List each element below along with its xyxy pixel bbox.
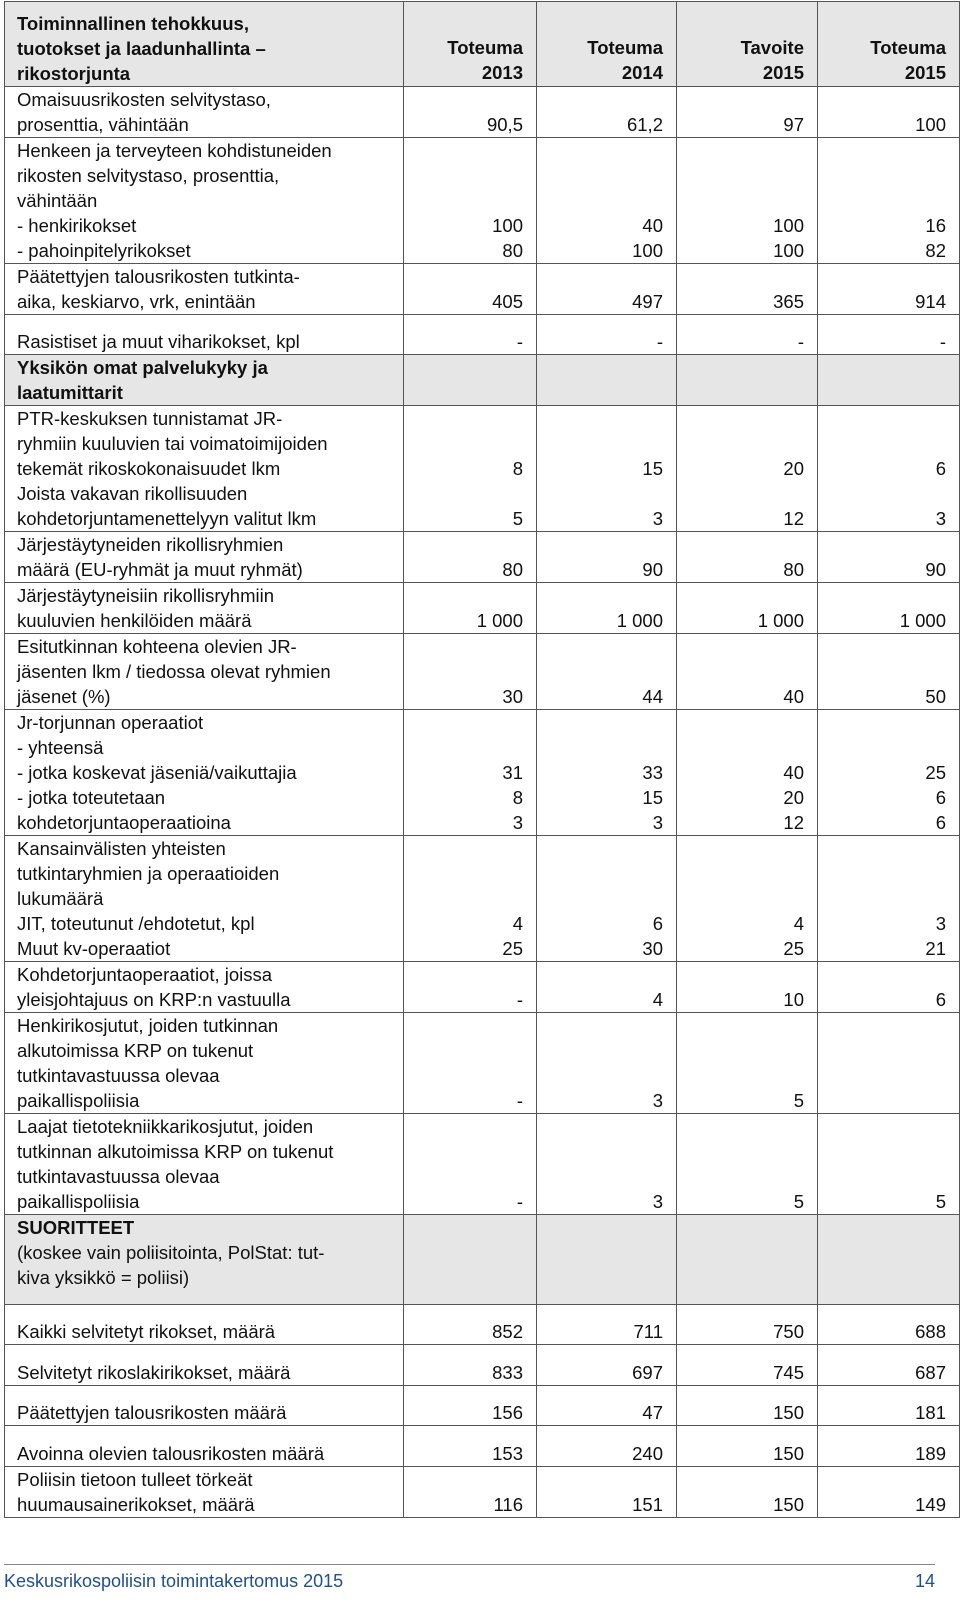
- row-value-col-1: 90,5: [404, 87, 537, 138]
- row-value-col-4: 25 6 6: [818, 710, 960, 836]
- row-label: Henkeen ja terveyteen kohdistuneiden rikosten selvitystaso, prosenttia, vähintään - henkirikokset - pahoinpitelyrikokset: [5, 138, 404, 264]
- table-row: [5, 634, 960, 710]
- table-row: [5, 1426, 960, 1467]
- row-label: Järjestäytyneiden rikollisryhmien määrä (EU-ryhmät ja muut ryhmät): [5, 532, 404, 583]
- table-row: [5, 315, 960, 355]
- row-value-col-3: 5: [677, 1013, 818, 1114]
- row-value-col-2: [537, 355, 677, 406]
- row-value-col-1: 4 25: [404, 836, 537, 962]
- row-label: Poliisin tietoon tulleet törkeät huumausainerikokset, määrä: [5, 1467, 404, 1518]
- row-value-col-3: 5: [677, 1114, 818, 1215]
- row-value-col-2: 47: [537, 1386, 677, 1426]
- page-footer: [4, 1564, 935, 1591]
- row-value-col-4: 6: [818, 962, 960, 1013]
- row-value-col-3: 97: [677, 87, 818, 138]
- row-value-col-2: 44: [537, 634, 677, 710]
- row-value-col-4: 688: [818, 1305, 960, 1345]
- header-col-toteuma-2015: Toteuma 2015: [818, 2, 960, 87]
- table-row: [5, 1386, 960, 1426]
- row-label: Päätettyjen talousrikosten määrä: [5, 1386, 404, 1426]
- row-value-col-2: 3: [537, 1013, 677, 1114]
- row-value-col-1: [404, 1215, 537, 1305]
- row-label: Järjestäytyneisiin rikollisryhmiin kuuluvien henkilöiden määrä: [5, 583, 404, 634]
- row-value-col-4: 3 21: [818, 836, 960, 962]
- row-value-col-2: -: [537, 315, 677, 355]
- table-row: [5, 710, 960, 836]
- row-value-col-1: 116: [404, 1467, 537, 1518]
- row-label: PTR-keskuksen tunnistamat JR- ryhmiin kuuluvien tai voimatoimijoiden tekemät rikoskokonaisuudet lkm Joista vakavan rikollisuuden kohdetorjuntamenettelyyn valitut lkm: [5, 406, 404, 532]
- row-value-col-3: [677, 355, 818, 406]
- row-value-col-1: -: [404, 1013, 537, 1114]
- row-value-col-4: 914: [818, 264, 960, 315]
- header-col-toteuma-2013: Toteuma 2013: [404, 2, 537, 87]
- row-value-col-2: 697: [537, 1345, 677, 1386]
- table-row: [5, 264, 960, 315]
- table-row: [5, 1345, 960, 1386]
- row-label: Omaisuusrikosten selvitystaso, prosenttia, vähintään: [5, 87, 404, 138]
- row-value-col-1: 100 80: [404, 138, 537, 264]
- header-label: Toiminnallinen tehokkuus, tuotokset ja laadunhallinta – rikostorjunta: [5, 2, 404, 87]
- row-label: Esitutkinnan kohteena olevien JR- jäsenten lkm / tiedossa olevat ryhmien jäsenet (%): [5, 634, 404, 710]
- row-value-col-4: [818, 1013, 960, 1114]
- row-value-col-3: 10: [677, 962, 818, 1013]
- row-label: Henkirikosjutut, joiden tutkinnan alkutoimissa KRP on tukenut tutkintavastuussa olevaa paikallispoliisia: [5, 1013, 404, 1114]
- row-value-col-1: 31 8 3: [404, 710, 537, 836]
- row-value-col-4: 149: [818, 1467, 960, 1518]
- row-value-col-3: 750: [677, 1305, 818, 1345]
- row-label: Rasistiset ja muut viharikokset, kpl: [5, 315, 404, 355]
- row-value-col-4: 16 82: [818, 138, 960, 264]
- table-row: [5, 406, 960, 532]
- row-value-col-3: 745: [677, 1345, 818, 1386]
- row-value-col-1: 405: [404, 264, 537, 315]
- table-row: [5, 836, 960, 962]
- row-value-col-2: 6 30: [537, 836, 677, 962]
- row-value-col-3: [677, 1215, 818, 1305]
- row-value-col-2: 240: [537, 1426, 677, 1467]
- row-label: Laajat tietotekniikkarikosjutut, joiden tutkinnan alkutoimissa KRP on tukenut tutkintavastuussa olevaa paikallispoliisia: [5, 1114, 404, 1215]
- table-row: [5, 583, 960, 634]
- row-value-col-3: 100 100: [677, 138, 818, 264]
- row-value-col-1: 30: [404, 634, 537, 710]
- row-value-col-1: 833: [404, 1345, 537, 1386]
- row-value-col-4: 6 3: [818, 406, 960, 532]
- row-value-col-1: 156: [404, 1386, 537, 1426]
- row-value-col-4: [818, 355, 960, 406]
- row-value-col-2: 33 15 3: [537, 710, 677, 836]
- row-value-col-1: -: [404, 1114, 537, 1215]
- table-row: [5, 1114, 960, 1215]
- table-row: [5, 1467, 960, 1518]
- row-value-col-3: 150: [677, 1386, 818, 1426]
- row-value-col-3: 150: [677, 1426, 818, 1467]
- row-label: Yksikön omat palvelukyky ja laatumittarit: [5, 355, 404, 406]
- row-value-col-1: 8 5: [404, 406, 537, 532]
- page-number: 14: [914, 1571, 935, 1591]
- row-value-col-4: 50: [818, 634, 960, 710]
- indicator-table: [4, 1, 960, 1518]
- section-subtitle: (koskee vain poliisitointa, PolStat: tut- kiva yksikkö = poliisi): [17, 1242, 325, 1288]
- row-label: Kaikki selvitetyt rikokset, määrä: [5, 1305, 404, 1345]
- row-value-col-2: 497: [537, 264, 677, 315]
- table-row: [5, 532, 960, 583]
- row-value-col-1: 852: [404, 1305, 537, 1345]
- table-row: [5, 962, 960, 1013]
- row-value-col-3: 4 25: [677, 836, 818, 962]
- row-value-col-3: 365: [677, 264, 818, 315]
- row-value-col-1: [404, 355, 537, 406]
- row-label: Avoinna olevien talousrikosten määrä: [5, 1426, 404, 1467]
- row-value-col-2: 4: [537, 962, 677, 1013]
- row-value-col-4: [818, 1215, 960, 1305]
- row-value-col-2: 711: [537, 1305, 677, 1345]
- header-col-toteuma-2014: Toteuma 2014: [537, 2, 677, 87]
- row-label: [5, 1215, 404, 1305]
- row-value-col-4: 181: [818, 1386, 960, 1426]
- table-row: [5, 1305, 960, 1345]
- row-value-col-2: 151: [537, 1467, 677, 1518]
- row-value-col-3: 80: [677, 532, 818, 583]
- row-value-col-1: 1 000: [404, 583, 537, 634]
- row-value-col-1: -: [404, 315, 537, 355]
- row-value-col-4: 100: [818, 87, 960, 138]
- table-row: [5, 87, 960, 138]
- table-row: [5, 1013, 960, 1114]
- footer-title: Keskusrikospoliisin toimintakertomus 2015: [4, 1571, 344, 1591]
- row-value-col-1: 153: [404, 1426, 537, 1467]
- row-value-col-2: 3: [537, 1114, 677, 1215]
- table-row: [5, 138, 960, 264]
- row-value-col-4: 5: [818, 1114, 960, 1215]
- row-value-col-4: 1 000: [818, 583, 960, 634]
- row-label: Kohdetorjuntaoperaatiot, joissa yleisjohtajuus on KRP:n vastuulla: [5, 962, 404, 1013]
- section-row: [5, 355, 960, 406]
- row-value-col-3: 1 000: [677, 583, 818, 634]
- row-value-col-3: -: [677, 315, 818, 355]
- section-row: [5, 1215, 960, 1305]
- row-value-col-4: 90: [818, 532, 960, 583]
- row-value-col-2: 1 000: [537, 583, 677, 634]
- table-body: [5, 2, 960, 1518]
- row-value-col-2: 61,2: [537, 87, 677, 138]
- section-title: SUORITTEET: [17, 1217, 135, 1238]
- row-value-col-3: 20 12: [677, 406, 818, 532]
- row-value-col-3: 40 20 12: [677, 710, 818, 836]
- row-label: Päätettyjen talousrikosten tutkinta- aika, keskiarvo, vrk, enintään: [5, 264, 404, 315]
- row-label: Jr-torjunnan operaatiot - yhteensä - jotka koskevat jäseniä/vaikuttajia - jotka toteutetaan kohdetorjuntaoperaatioina: [5, 710, 404, 836]
- table-header-row: [5, 2, 960, 87]
- row-value-col-2: [537, 1215, 677, 1305]
- header-col-tavoite-2015: Tavoite 2015: [677, 2, 818, 87]
- row-label: Kansainvälisten yhteisten tutkintaryhmien ja operaatioiden lukumäärä JIT, toteutunut /ehdotetut, kpl Muut kv-operaatiot: [5, 836, 404, 962]
- row-value-col-1: 80: [404, 532, 537, 583]
- row-value-col-1: -: [404, 962, 537, 1013]
- row-value-col-2: 40 100: [537, 138, 677, 264]
- row-value-col-3: 40: [677, 634, 818, 710]
- row-value-col-4: -: [818, 315, 960, 355]
- row-label: Selvitetyt rikoslakirikokset, määrä: [5, 1345, 404, 1386]
- row-value-col-2: 15 3: [537, 406, 677, 532]
- row-value-col-4: 189: [818, 1426, 960, 1467]
- row-value-col-4: 687: [818, 1345, 960, 1386]
- row-value-col-2: 90: [537, 532, 677, 583]
- row-value-col-3: 150: [677, 1467, 818, 1518]
